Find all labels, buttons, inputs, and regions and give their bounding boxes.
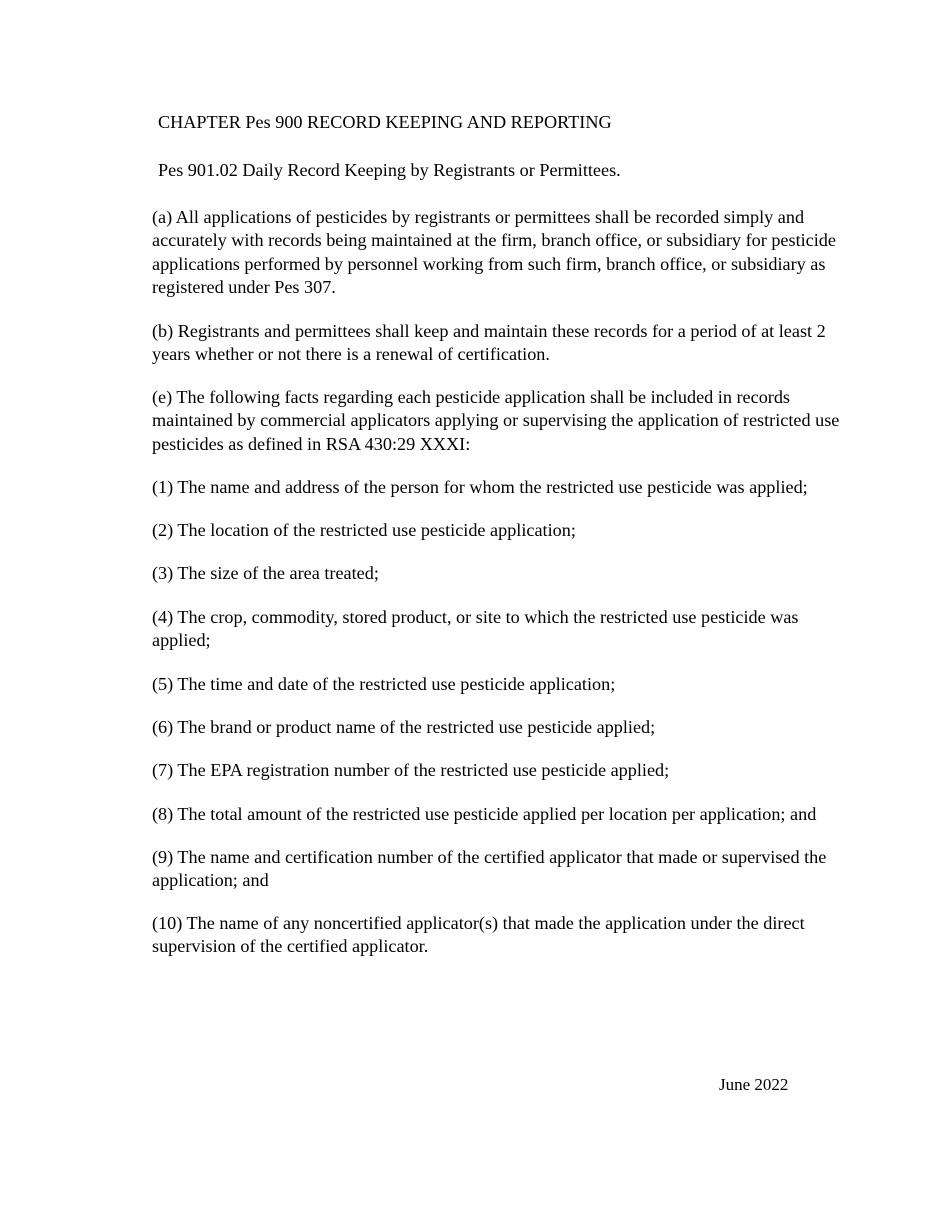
list-item-1: (1) The name and address of the person for whom the restricted use pesticide was applied; [152,477,808,497]
list-item-3: (3) The size of the area treated; [152,563,379,583]
list-item-8: (8) The total amount of the restricted use pesticide applied per location per application; and [152,804,817,824]
list-item-9: (9) The name and certification number of the certified applicator that made or supervised the application; and [152,847,827,891]
paragraph-e: (e) The following facts regarding each pesticide application shall be included in records maintained by commercial applicators applying or supervising the application of restricted use pesticides as defined in RSA 430:29 XXXI: [152,387,840,454]
list-item-5: (5) The time and date of the restricted use pesticide application; [152,674,616,694]
list-item-4: (4) The crop, commodity, stored product, or site to which the restricted use pesticide was applied; [152,607,799,651]
list-item-10: (10) The name of any noncertified applicator(s) that made the application under the direct supervision of the certified applicator. [152,913,805,957]
chapter-title: CHAPTER Pes 900 RECORD KEEPING AND REPORTING [158,112,612,132]
list-item-6: (6) The brand or product name of the restricted use pesticide applied; [152,717,656,737]
list-item-7: (7) The EPA registration number of the restricted use pesticide applied; [152,760,670,780]
paragraph-b: (b) Registrants and permittees shall keep and maintain these records for a period of at least 2 years whether or not there is a renewal of certification. [152,321,826,365]
paragraph-a: (a) All applications of pesticides by registrants or permittees shall be recorded simply and accurately with records being maintained at the firm, branch office, or subsidiary for pesticide applications performed by personnel working from such firm, branch office, or subsidiary as registered under Pes 307. [152,207,836,298]
footer-date: June 2022 [719,1075,789,1094]
section-title: Pes 901.02 Daily Record Keeping by Registrants or Permittees. [158,160,621,180]
list-item-2: (2) The location of the restricted use pesticide application; [152,520,576,540]
